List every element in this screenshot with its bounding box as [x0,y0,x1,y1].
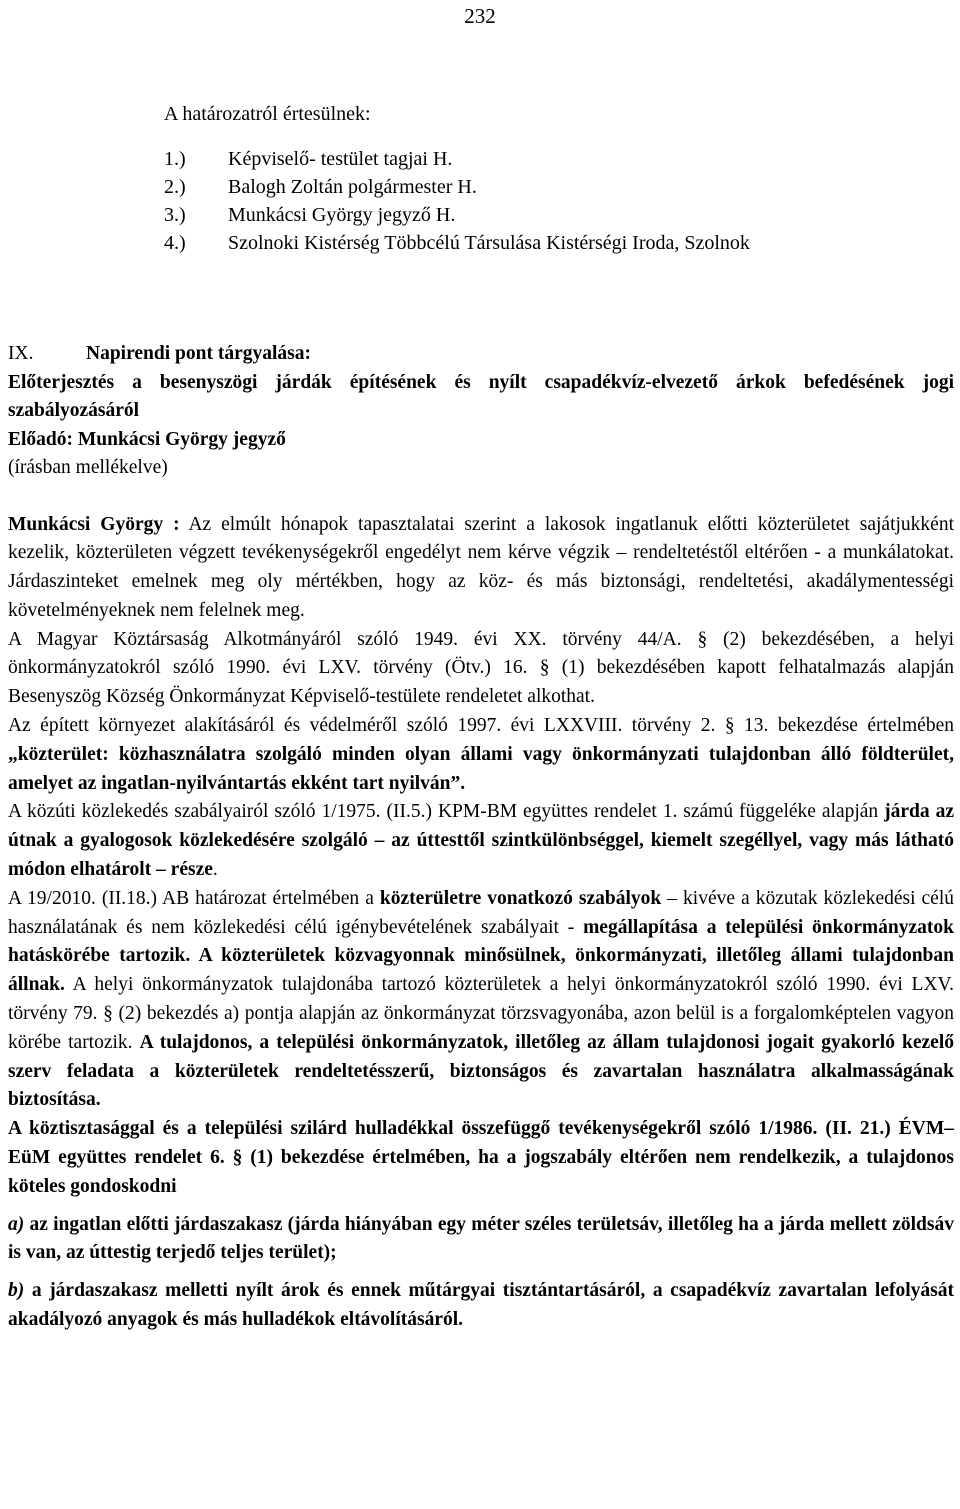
list-text: Munkácsi György jegyző H. [228,204,456,226]
paragraph-text: A 19/2010. (II.18.) AB határozat értelmében a [8,887,380,909]
page-number: 232 [464,4,496,28]
definition-sidewalk: járda az útnak a gyalogosok közlekedésére szolgáló – az úttesttől szintkülönbséggel, kiemelt szegéllyel, vagy más látható módon elhatárolt – része [8,801,954,881]
list-text: Balogh Zoltán polgármester H. [228,176,477,198]
paragraph-text: A helyi önkormányzatok tulajdonába tartozó közterületek a helyi önkormányzatokról szóló 1990. évi LXV. törvény 79. § (2) bekezdés a) pontja alapján az önkormányzat törzsvagyonába, azon belül is a forgalomképtelen vagyon körébe tartozik. [8,974,954,1053]
item-label: b) [8,1280,25,1302]
agenda-presenter: Előadó: Munkácsi György jegyző [8,428,286,450]
paragraph-text: – kivéve a közutak közlekedési célú használatának és nem közlekedési célú igénybevételének szabályait - [8,887,955,938]
speaker-name: Munkácsi György : [8,513,180,535]
item-text: a járdaszakasz melletti nyílt árok és ennek műtárgyai tisztántartásáról, a csapadékvíz zavartalan lefolyását akadályozó anyagok és más hulladékok eltávolításáról. [8,1280,954,1331]
agenda-title: Napirendi pont tárgyalása: [86,343,311,364]
notice-heading: A határozatról értesülnek: [164,103,371,125]
item-b [8,1277,954,1335]
paragraph-text: . [212,859,218,881]
emphasis-text: A köztisztasággal és a települési szilárd hulladékkal összefüggő tevékenységekről szóló 1/1986. (II. 21.) ÉVM–EüM együttes rendelet 6. § (1) bekezdése értelmében, ha a jogszabály eltérően nem rendelkezik, a tulajdonos köteles gondoskodni [8,1118,954,1197]
agenda-number: IX. [8,343,34,364]
document-content [8,340,954,1335]
list-item [164,201,924,229]
paragraph-cleanliness [8,1115,954,1201]
paragraph-court-decision [8,885,954,1115]
list-number: 1.) [164,148,186,170]
paragraph-built-environment [8,712,954,798]
definition-public-area: „közterület: közhasználatra szolgáló minden olyan állami vagy önkormányzati tulajdonban álló földterület, amelyet az ingatlan-nyilvántartás ekként tart nyilván”. [8,743,954,794]
notice-section [164,100,924,257]
recipient-list [164,145,924,257]
emphasis-text: megállapítása a települési önkormányzatok hatáskörébe tartozik. A közterületek közvagyonnak minősülnek, önkormányzati, illetőleg állami tulajdonban állnak. [8,916,954,996]
item-a [8,1211,954,1269]
list-number: 3.) [164,204,186,226]
paragraph-traffic-rules [8,798,954,884]
list-item [164,173,924,201]
emphasis-text: A tulajdonos, a települési önkormányzatok, illetőleg az állam tulajdonosi jogait gyakorló kezelő szerv feladata a közterületek rendeltetésszerű, biztonságos és zavartalan használatra alkalmasságának biztosítása. [8,1031,954,1111]
agenda-subject: Előterjesztés a besenyszögi járdák építésének és nyílt csapadékvíz-elvezető árkok befedésének jogi szabályozásáról [8,371,954,421]
list-number: 2.) [164,176,186,198]
list-text: Képviselő- testület tagjai H. [228,148,453,170]
list-item [164,145,924,173]
agenda-heading [8,340,954,483]
list-number: 4.) [164,232,186,254]
list-text: Szolnoki Kistérség Többcélú Társulása Kistérségi Iroda, Szolnok [228,232,750,254]
item-label: a) [8,1213,25,1235]
list-item [164,229,924,257]
item-text: az ingatlan előtti járdaszakasz (járda hiányában egy méter széles területsáv, illetőleg ha a járda mellett zöldsáv is van, az úttestig terjedő teljes terület); [8,1213,954,1264]
paragraph-text: Az épített környezet alakításáról és védelméről szóló 1997. évi LXXVIII. törvény 2. § 13. bekezdése értelmében [8,715,954,737]
paragraph-text: A közúti közlekedés szabályairól szóló 1/1975. (II.5.) KPM-BM együttes rendelet 1. számú függeléke alapján [8,801,885,823]
paragraph-constitution: A Magyar Köztársaság Alkotmányáról szóló 1949. évi XX. törvény 44/A. § (2) bekezdésében, a helyi önkormányzatokról szóló 1990. évi LXV. törvény (Ötv.) 16. § (1) bekezdésében kapott felhatalmazás alapján Besenyszög Község Önkormányzat Képviselő-testülete rendeletet alkothat. [8,628,954,708]
emphasis-text: közterületre vonatkozó szabályok [379,887,662,909]
paragraph-speaker [8,511,954,626]
paragraph-text: Az elmúlt hónapok tapasztalatai szerint a lakosok ingatlanuk előtti közterületet sajátjukként kezelik, közterületen végzett tevékenységekről engedélyt nem kérve végzik – rendeltetéstől eltérően - a munkálatokat. Járdaszinteket emelnek meg oly mértékben, hogy az köz- és más biztonsági, rendeltetési, akadálymentességi követelményeknek nem felelnek meg. [8,513,954,621]
agenda-attachment: (írásban mellékelve) [8,457,168,478]
